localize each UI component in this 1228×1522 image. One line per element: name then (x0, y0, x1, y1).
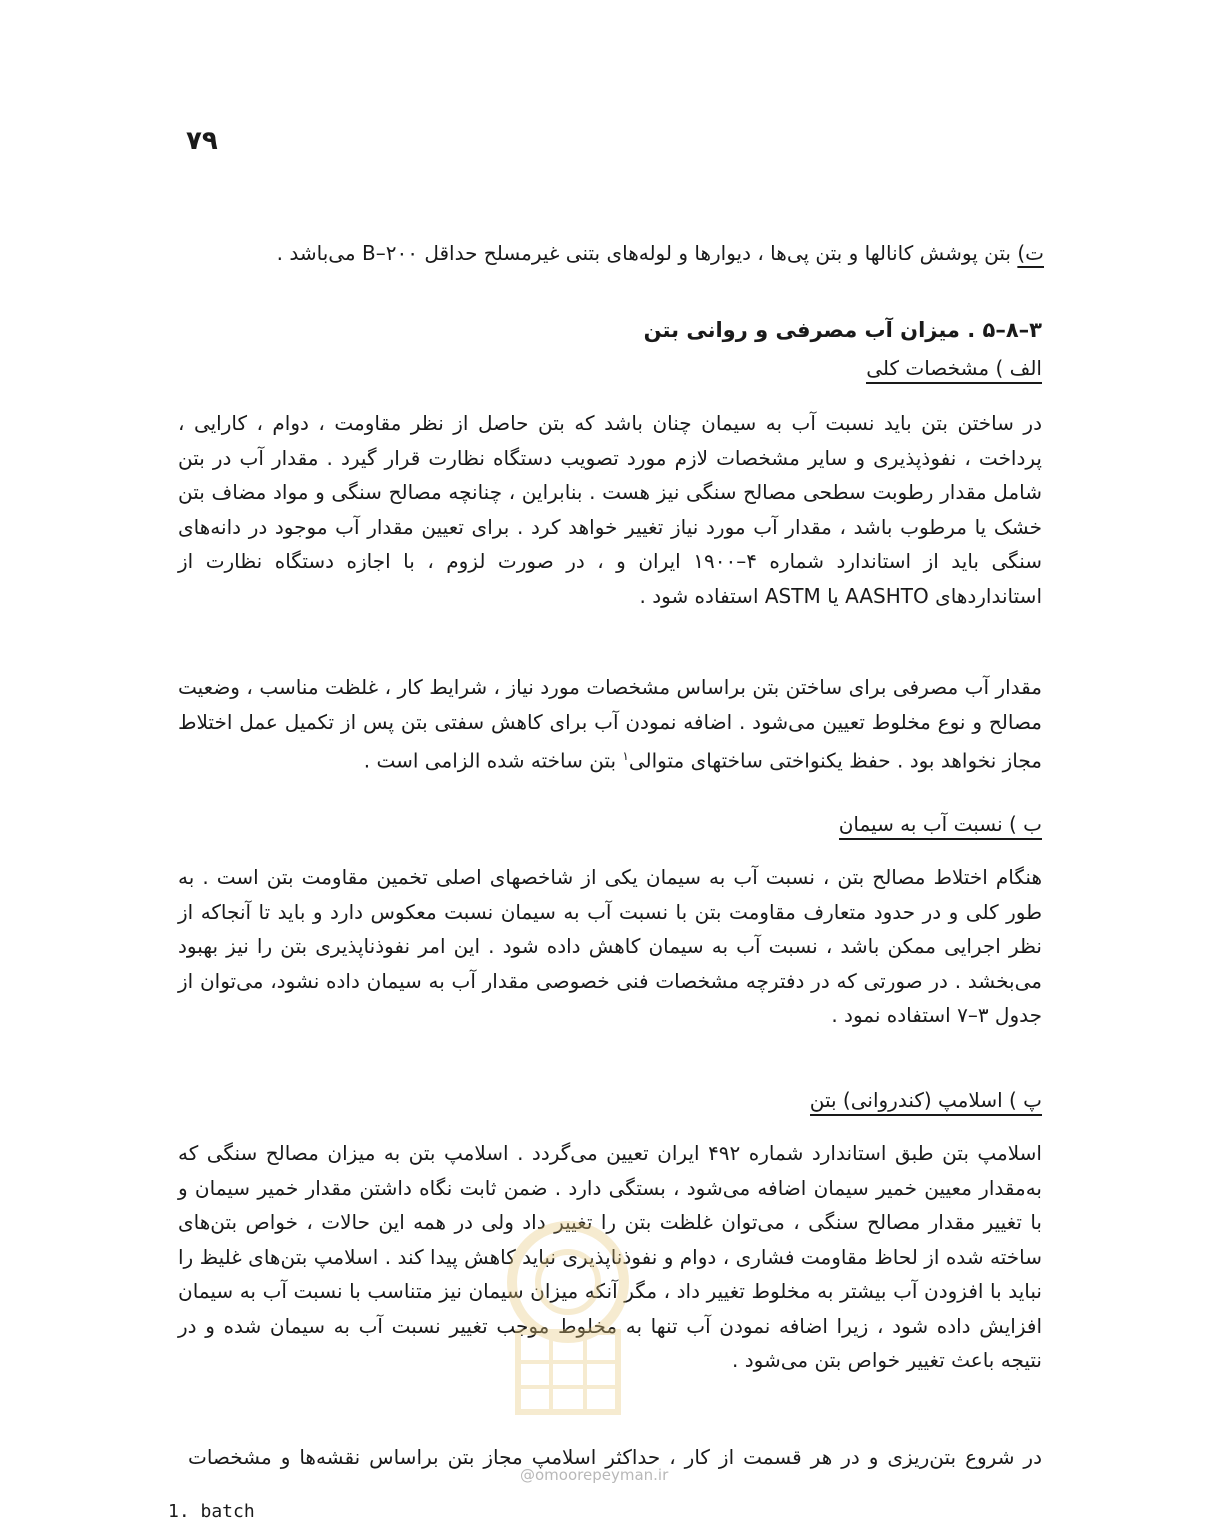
paragraph-be-1: هنگام اختلاط مصالح بتن ، نسبت آب به سیمان یکی از شاخصهای اصلی تخمین مقاومت بتن است . به طور کلی و در حدود متعارف مقاومت بتن با نسبت آب به سیمان نسبت معکوس دارد و باید تا آنجاکه از نظر اجرایی ممکن باشد ، نسبت آب به سیمان کاهش داده شود . این امر نفوذناپذیری بتن را نیز بهبود می‌بخشد . در صورتی که در دفترچه مشخصات فنی خصوصی مقدار آب به سیمان داده نشود، می‌توان از جدول ۳–۷ استفاده نمود . (178, 865, 1042, 1027)
paragraph-alef-2-text: مقدار آب مصرفی برای ساختن بتن براساس مشخصات مورد نیاز ، شرایط کار ، غلظت مناسب ، وضعیت مصالح و نوع مخلوط تعیین می‌شود . اضافه نمودن آب برای کاهش سفتی بتن پس از تکمیل عمل اختلاط مجاز نخواهد بود . حفظ یکنواختی ساختهای متوالی (178, 675, 1042, 773)
footnote: 1. batch (168, 1501, 255, 1522)
subheading-alef: الف ) مشخصات کلی (866, 356, 1042, 384)
section-heading: ۳–۸–۵ . میزان آب مصرفی و روانی بتن (643, 318, 1042, 342)
item-label-te: ت) (1017, 241, 1044, 265)
watermark-url: @omoorepeyman.ir (520, 1466, 669, 1484)
page-number: ۷۹ (186, 126, 218, 156)
footnote-ref: ۱ (622, 749, 629, 763)
paragraph-te-text: بتن پوشش کانالها و بتن پی‌ها ، دیوارها و لوله‌های بتنی غیرمسلح حداقل ۲۰۰–B می‌باشد . (276, 241, 1018, 265)
paragraph-pe-1: اسلامپ بتن طبق استاندارد شماره ۴۹۲ ایران تعیین می‌گردد . اسلامپ بتن به میزان مصالح سنگی که به‌مقدار معیین خمیر سیمان اضافه می‌شود ، بستگی دارد . ضمن ثابت نگاه داشتن مقدار خمیر سیمان و با تغییر مقدار مصالح سنگی ، می‌توان غلظت بتن را تغییر داد ولی در همه این حالات ، خواص بتن‌های ساخته شده از لحاظ مقاومت فشاری ، دوام و نفوذناپذیری نباید کاهش پیدا کند . اسلامپ بتن‌های غلیظ را نباید با افزودن آب بیشتر به مخلوط تغییر داد ، مگر آنکه میزان سیمان نیز متناسب با نسبت آب به سیمان افزایش داده شود ، زیرا اضافه نمودن آب تنها به مخلوط موجب تغییر نسبت آب به سیمان شده و در نتیجه باعث تغییر خواص بتن می‌شود . (178, 1141, 1042, 1372)
paragraph-pe-2: در شروع بتن‌ریزی و در هر قسمت از کار ، حداکثر اسلامپ مجاز بتن براساس نقشه‌ها و مشخصات (188, 1445, 1042, 1469)
subheading-be: ب ) نسبت آب به سیمان (839, 812, 1042, 840)
subheading-pe: پ ) اسلامپ (کندروانی) بتن (810, 1088, 1042, 1116)
paragraph-alef-1: در ساختن بتن باید نسبت آب به سیمان چنان باشد که بتن حاصل از نظر مقاومت ، دوام ، کارایی ، پرداخت ، نفوذپذیری و سایر مشخصات لازم مورد تصویب دستگاه نظارت قرار گیرد . مقدار آب در بتن شامل مقدار رطوبت سطحی مصالح سنگی نیز هست . بنابراین ، چنانچه مصالح سنگی و مواد مضاف بتن خشک یا مرطوب باشد ، مقدار آب مورد نیاز تغییر خواهد کرد . برای تعیین مقدار آب موجود در دانه‌های سنگی باید از استاندارد شماره ۴–۱۹۰۰ ایران و ، در صورت لزوم ، با اجازه دستگاه نظارت از استانداردهای AASHTO یا ASTM استفاده شود . (178, 411, 1042, 608)
paragraph-te (196, 236, 1044, 270)
watermark-seal-icon (498, 1212, 638, 1422)
paragraph-alef-2-end: بتن ساخته شده الزامی است . (363, 748, 623, 773)
paragraph-alef-2 (178, 670, 1042, 778)
